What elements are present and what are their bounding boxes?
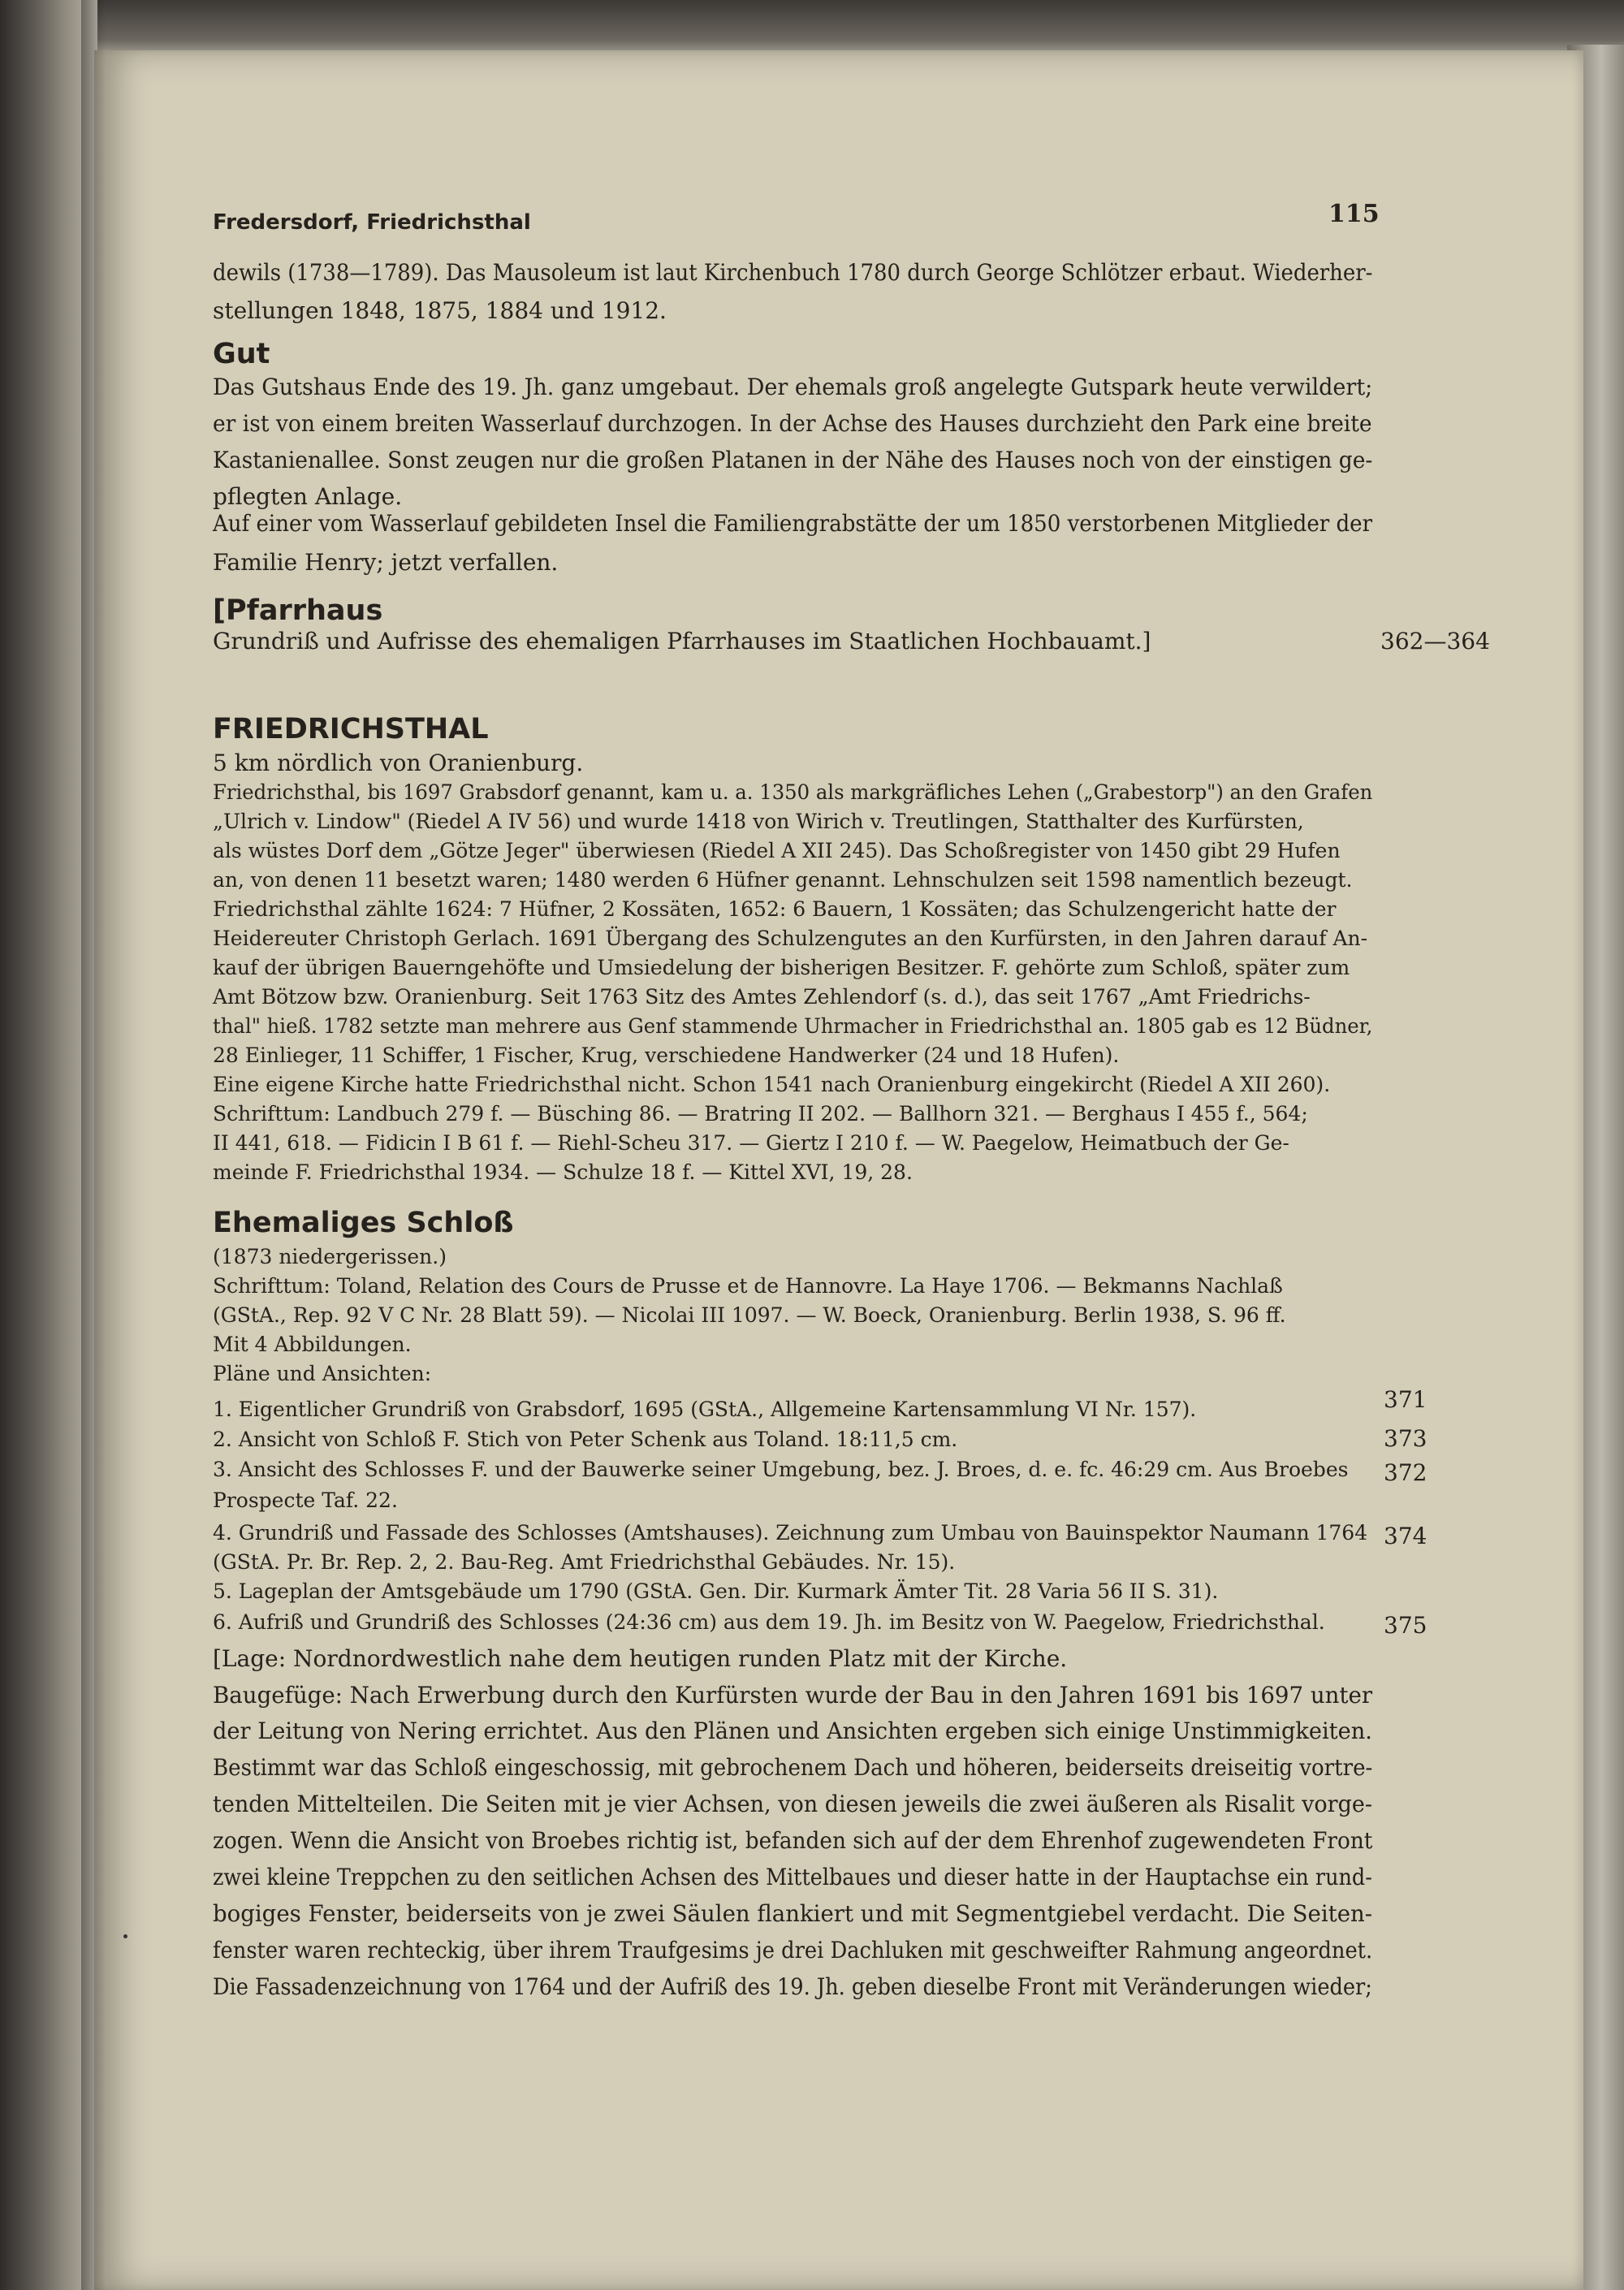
paper-speck bbox=[123, 1934, 127, 1938]
text-line: zogen. Wenn die Ansicht von Broebes richtig ist, befanden sich auf der dem Ehrenhof zugewendeten Front bbox=[213, 1827, 1373, 1854]
text-line: II 441, 618. — Fidicin I B 61 f. — Riehl-Scheu 317. — Giertz I 210 f. — W. Paegelow, Heimatbuch der Ge- bbox=[213, 1131, 1289, 1155]
text-line: 28 Einlieger, 11 Schiffer, 1 Fischer, Krug, verschiedene Handwerker (24 und 18 Hufen). bbox=[213, 1043, 1120, 1067]
text-line: Schrifttum: Toland, Relation des Cours de Prusse et de Hannovre. La Haye 1706. — Bekmanns Nachlaß bbox=[213, 1274, 1283, 1298]
text-line: Baugefüge: Nach Erwerbung durch den Kurfürsten wurde der Bau in den Jahren 1691 bis 1697 unter bbox=[213, 1682, 1373, 1709]
text-line: an, von denen 11 besetzt waren; 1480 werden 6 Hüfner genannt. Lehnschulzen seit 1598 namentlich bezeugt. bbox=[213, 868, 1353, 892]
text-line: Die Fassadenzeichnung von 1764 und der Aufriß des 19. Jh. geben dieselbe Front mit Veränderungen wieder; bbox=[213, 1973, 1372, 2000]
text-line: Eine eigene Kirche hatte Friedrichsthal nicht. Schon 1541 nach Oranienburg eingekircht (Riedel A XII 260). bbox=[213, 1073, 1331, 1096]
text-line: 3. Ansicht des Schlosses F. und der Bauwerke seiner Umgebung, bez. J. Broes, d. e. fc. 46:29 cm. Aus Broebes bbox=[213, 1458, 1349, 1481]
text-line: Pläne und Ansichten: bbox=[213, 1362, 432, 1385]
text-line: Auf einer vom Wasserlauf gebildeten Insel die Familiengrabstätte der um 1850 verstorbenen Mitglieder der bbox=[213, 510, 1373, 537]
text-line: Prospecte Taf. 22. bbox=[213, 1488, 398, 1512]
text-line: dewils (1738—1789). Das Mausoleum ist laut Kirchenbuch 1780 durch George Schlötzer erbaut. Wiederher- bbox=[213, 259, 1373, 286]
text-line: Friedrichsthal, bis 1697 Grabsdorf genannt, kam u. a. 1350 als markgräfliches Lehen („Grabestorp") an den Grafen bbox=[213, 780, 1373, 804]
text-line: stellungen 1848, 1875, 1884 und 1912. bbox=[213, 297, 667, 324]
running-head: Fredersdorf, Friedrichsthal bbox=[213, 210, 531, 235]
margin-reference: 374 bbox=[1384, 1523, 1427, 1549]
text-line: Grundriß und Aufrisse des ehemaligen Pfarrhauses im Staatlichen Hochbauamt.] bbox=[213, 628, 1151, 655]
section-heading-pfarrhaus: [Pfarrhaus bbox=[213, 594, 383, 627]
page-number: 115 bbox=[1328, 200, 1380, 228]
text-line: (GStA., Rep. 92 V C Nr. 28 Blatt 59). — Nicolai III 1097. — W. Boeck, Oranienburg. Berlin 1938, S. 96 ff. bbox=[213, 1303, 1286, 1327]
text-line: [Lage: Nordnordwestlich nahe dem heutigen runden Platz mit der Kirche. bbox=[213, 1645, 1068, 1672]
text-line: 5. Lageplan der Amtsgebäude um 1790 (GStA. Gen. Dir. Kurmark Ämter Tit. 28 Varia 56 II S. 31). bbox=[213, 1579, 1219, 1603]
text-line: als wüstes Dorf dem „Götze Jeger" überwiesen (Riedel A XII 245). Das Schoßregister von 1450 gibt 29 Hufen bbox=[213, 839, 1341, 862]
text-line: Schrifttum: Landbuch 279 f. — Büsching 86. — Bratring II 202. — Ballhorn 321. — Berghaus I 455 f., 564; bbox=[213, 1102, 1308, 1126]
text-line: 4. Grundriß und Fassade des Schlosses (Amtshauses). Zeichnung zum Umbau von Bauinspektor Naumann 1764 bbox=[213, 1521, 1368, 1545]
text-line: kauf der übrigen Bauerngehöfte und Umsiedelung der bisherigen Besitzer. F. gehörte zum Schloß, später zum bbox=[213, 956, 1350, 979]
text-line: Mit 4 Abbildungen. bbox=[213, 1333, 412, 1356]
place-heading-friedrichsthal: FRIEDRICHSTHAL bbox=[213, 713, 489, 745]
section-heading-gut: Gut bbox=[213, 338, 270, 370]
text-line: fenster waren rechteckig, über ihrem Traufgesims je drei Dachluken mit geschweifter Rahmung angeordnet. bbox=[213, 1937, 1373, 1964]
text-line: Bestimmt war das Schloß eingeschossig, mit gebrochenem Dach und höheren, beiderseits dreiseitig vortre- bbox=[213, 1754, 1373, 1781]
text-line: 6. Aufriß und Grundriß des Schlosses (24:36 cm) aus dem 19. Jh. im Besitz von W. Paegelow, Friedrichsthal. bbox=[213, 1610, 1325, 1634]
text-line: 2. Ansicht von Schloß F. Stich von Peter Schenk aus Toland. 18:11,5 cm. bbox=[213, 1428, 958, 1451]
section-heading-schloss: Ehemaliges Schloß bbox=[213, 1207, 514, 1239]
page-gutter-shadow bbox=[81, 0, 106, 2290]
margin-reference: 375 bbox=[1384, 1612, 1427, 1639]
text-line: Friedrichsthal zählte 1624: 7 Hüfner, 2 Kossäten, 1652: 6 Bauern, 1 Kossäten; das Schulzengericht hatte der bbox=[213, 897, 1337, 921]
text-line: „Ulrich v. Lindow" (Riedel A IV 56) und wurde 1418 von Wirich v. Treutlingen, Statthalter des Kurfürsten, bbox=[213, 810, 1304, 833]
text-line: meinde F. Friedrichsthal 1934. — Schulze 18 f. — Kittel XVI, 19, 28. bbox=[213, 1160, 913, 1184]
text-line: Das Gutshaus Ende des 19. Jh. ganz umgebaut. Der ehemals groß angelegte Gutspark heute verwildert; bbox=[213, 374, 1373, 400]
margin-reference: 372 bbox=[1384, 1459, 1427, 1486]
text-line: 1. Eigentlicher Grundriß von Grabsdorf, 1695 (GStA., Allgemeine Kartensammlung VI Nr. 157). bbox=[213, 1398, 1197, 1421]
margin-reference: 373 bbox=[1384, 1425, 1427, 1452]
text-line: Kastanienallee. Sonst zeugen nur die großen Platanen in der Nähe des Hauses noch von der einstigen ge- bbox=[213, 447, 1373, 473]
text-line: Familie Henry; jetzt verfallen. bbox=[213, 549, 559, 576]
text-line: tenden Mittelteilen. Die Seiten mit je vier Achsen, von diesen jeweils die zwei äußeren als Risalit vorge- bbox=[213, 1791, 1373, 1817]
margin-reference: 371 bbox=[1384, 1386, 1427, 1413]
text-line: (GStA. Pr. Br. Rep. 2, 2. Bau-Reg. Amt Friedrichsthal Gebäudes. Nr. 15). bbox=[213, 1550, 956, 1574]
cover-top-edge bbox=[97, 0, 1624, 57]
text-line: pflegten Anlage. bbox=[213, 483, 403, 510]
text-line: (1873 niedergerissen.) bbox=[213, 1245, 447, 1268]
text-line: 5 km nördlich von Oranienburg. bbox=[213, 750, 584, 776]
text-line: Amt Bötzow bzw. Oranienburg. Seit 1763 Sitz des Amtes Zehlendorf (s. d.), das seit 1767 „Amt Friedrichs- bbox=[213, 985, 1311, 1009]
text-line: der Leitung von Nering errichtet. Aus den Plänen und Ansichten ergeben sich einige Unstimmigkeiten. bbox=[213, 1718, 1372, 1744]
text-line: thal" hieß. 1782 setzte man mehrere aus Genf stammende Uhrmacher in Friedrichsthal an. 1805 gab es 12 Büdner, bbox=[213, 1014, 1373, 1038]
text-line: zwei kleine Treppchen zu den seitlichen Achsen des Mittelbaues und dieser hatte in der Hauptachse ein rund- bbox=[213, 1864, 1372, 1890]
text-line: bogiges Fenster, beiderseits von je zwei Säulen flankiert und mit Segmentgiebel verdacht. Die Seiten- bbox=[213, 1900, 1373, 1927]
text-line: Heidereuter Christoph Gerlach. 1691 Übergang des Schulzengutes an den Kurfürsten, in den Jahren darauf An- bbox=[213, 927, 1368, 950]
margin-reference: 362—364 bbox=[1380, 628, 1490, 655]
text-line: er ist von einem breiten Wasserlauf durchzogen. In der Achse des Hauses durchzieht den Park eine breite bbox=[213, 410, 1372, 437]
